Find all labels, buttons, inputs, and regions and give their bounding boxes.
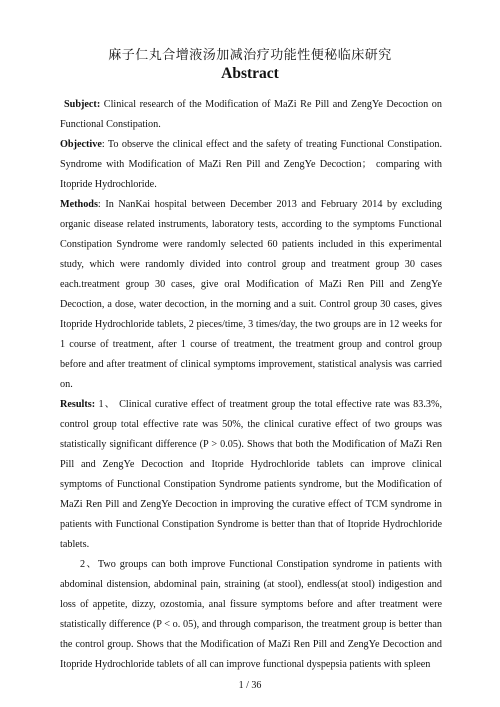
subject-label: Subject: — [64, 99, 101, 110]
objective-text: : To observe the clinical effect and the safety of treating Functional Constipation. Syndrome with Modification of MaZi Ren Pill and ZengYe Decoction； comparing with Itopride Hydrochloride. — [60, 139, 442, 190]
methods-text: : In NanKai hospital between December 2013 and February 2014 by excluding organic disease related instruments, laboratory tests, according to the symptoms Functional Constipation Syndrome were randomly selected 60 patients included in this experimental study, which were randomly divided into control group and treatment group 30 cases each.treatment group 30 cases, give oral Modification of MaZi Ren Pill and ZengYe Decoction, a dose, water decoction, in the morning and a suit. Control group 30 cases, gives Itopride Hydrochloride tablets, 2 pieces/time, 3 times/day, the two groups are in 12 weeks for 1 course of treatment, after 1 course of treatment, the treatment group and control group before and after treatment of clinical symptoms improvement, statistical analysis was carried on. — [60, 199, 442, 390]
objective-paragraph — [60, 135, 442, 195]
results-paragraph-2: 2、Two groups can both improve Functional Constipation syndrome in patients with abdominal distension, abdominal pain, straining (at stool), endless(at stool) indigestion and loss of appetite, dizzy, ozostomia, anal fissure symptoms before and after treatment were statistically difference (P < o. 05), and through comparison, the treatment group is better than the control group. Shows that the Modification of MaZi Ren Pill and ZengYe Decoction and Itopride Hydrochloride tablets of all can improve functional dyspepsia patients with spleen — [60, 559, 442, 670]
methods-label: Methods — [60, 199, 98, 210]
results-text: 1、 Clinical curative effect of treatment group the total effective rate was 83.3%, control group total effective rate was 50%, the clinical curative effect of two groups was statistically significant difference (P > 0.05). Shows that both the Modification of MaZi Ren Pill and ZengYe Decoction and Itopride Hydrochloride tablets can improve clinical symptoms of Functional Constipation Syndrome patients syndrome, but the Modification of MaZi Ren Pill and ZengYe Decoction in improving the curative effect of TCM syndrome in patients with Functional Constipation Syndrome is better than that of Itopride Hydrochloride tablets. — [60, 399, 442, 550]
chinese-title: 麻子仁丸合增液汤加减治疗功能性便秘临床研究 — [108, 48, 392, 63]
subject-text: Clinical research of the Modification of MaZi Re Pill and ZengYe Decoction on Functional Constipation. — [60, 99, 442, 130]
methods-paragraph — [60, 195, 442, 395]
objective-label: Objective — [60, 139, 102, 150]
results-paragraph — [60, 395, 442, 555]
abstract-body — [60, 95, 442, 675]
abstract-heading: Abstract — [221, 65, 279, 82]
results-label: Results: — [60, 399, 96, 410]
page-number: 1 / 36 — [238, 680, 262, 691]
subject-paragraph — [60, 95, 442, 135]
